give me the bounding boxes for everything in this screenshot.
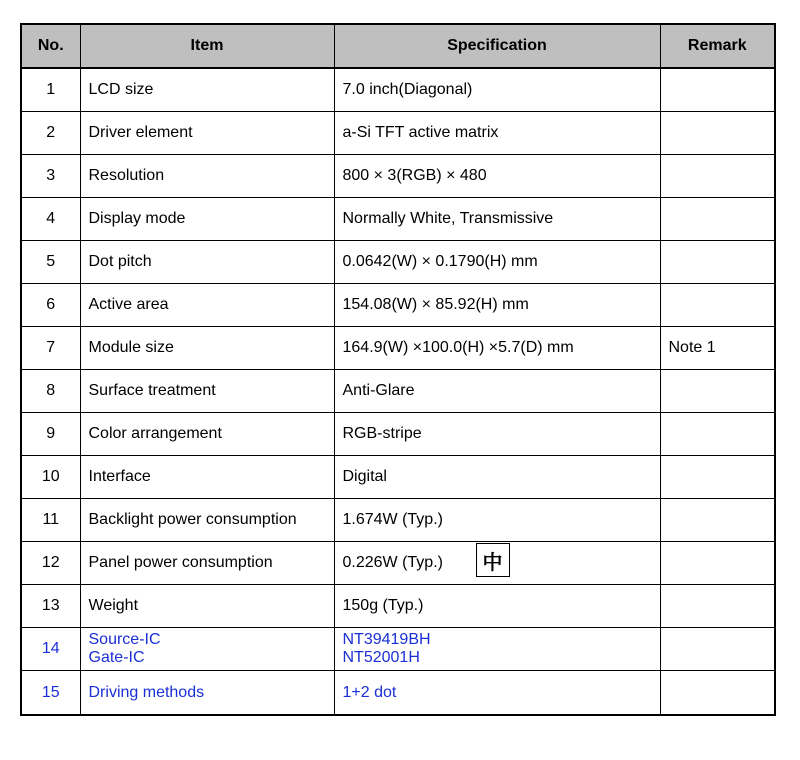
cell-no: 6 — [21, 284, 80, 327]
cell-spec: 1+2 dot — [334, 671, 660, 716]
table-row — [21, 585, 775, 628]
table-row — [21, 284, 775, 327]
cell-remark — [660, 155, 775, 198]
cell-remark — [660, 499, 775, 542]
cell-remark — [660, 542, 775, 585]
cell-item: Module size — [80, 327, 334, 370]
table-row — [21, 327, 775, 370]
cell-remark — [660, 370, 775, 413]
cell-spec: 164.9(W) ×100.0(H) ×5.7(D) mm — [334, 327, 660, 370]
table-row — [21, 499, 775, 542]
table-row — [21, 112, 775, 155]
cell-no: 12 — [21, 542, 80, 585]
cell-no: 7 — [21, 327, 80, 370]
cell-remark — [660, 198, 775, 241]
cell-no: 3 — [21, 155, 80, 198]
cell-no: 10 — [21, 456, 80, 499]
cell-spec — [334, 628, 660, 671]
cell-item — [80, 628, 334, 671]
cell-spec: Anti-Glare — [334, 370, 660, 413]
cell-item: Driving methods — [80, 671, 334, 716]
cell-item: Backlight power consumption — [80, 499, 334, 542]
cell-remark: Note 1 — [660, 327, 775, 370]
item-source-ic: Source-IC — [88, 631, 161, 648]
table-row — [21, 542, 775, 585]
cell-item: Panel power consumption — [80, 542, 334, 585]
cell-spec-text: 0.226W (Typ.) — [342, 554, 443, 571]
cell-remark — [660, 456, 775, 499]
cell-remark — [660, 112, 775, 155]
spec-gate-ic: NT52001H — [342, 649, 420, 666]
header-item: Item — [80, 24, 334, 68]
cell-spec: Digital — [334, 456, 660, 499]
cell-spec: 154.08(W) × 85.92(H) mm — [334, 284, 660, 327]
cell-remark — [660, 628, 775, 671]
cell-remark — [660, 413, 775, 456]
cell-item: Surface treatment — [80, 370, 334, 413]
cell-item: Driver element — [80, 112, 334, 155]
cell-no: 11 — [21, 499, 80, 542]
cell-item: LCD size — [80, 68, 334, 112]
cell-spec: 1.674W (Typ.) — [334, 499, 660, 542]
header-specification: Specification — [334, 24, 660, 68]
cell-remark — [660, 284, 775, 327]
cell-no: 8 — [21, 370, 80, 413]
table-row — [21, 413, 775, 456]
cell-item: Display mode — [80, 198, 334, 241]
cell-spec-with-indicator — [334, 542, 660, 585]
cell-spec: 0.0642(W) × 0.1790(H) mm — [334, 241, 660, 284]
cell-remark — [660, 241, 775, 284]
cell-no: 15 — [21, 671, 80, 716]
cell-item: Resolution — [80, 155, 334, 198]
header-row — [21, 24, 775, 68]
cell-item: Weight — [80, 585, 334, 628]
cell-no: 14 — [21, 628, 80, 671]
cell-no: 5 — [21, 241, 80, 284]
cell-spec: 7.0 inch(Diagonal) — [334, 68, 660, 112]
cell-remark — [660, 68, 775, 112]
table-row — [21, 241, 775, 284]
cell-item: Color arrangement — [80, 413, 334, 456]
item-gate-ic: Gate-IC — [88, 649, 145, 666]
cell-spec: Normally White, Transmissive — [334, 198, 660, 241]
spec-table — [20, 23, 776, 716]
cell-no: 4 — [21, 198, 80, 241]
table-row — [21, 370, 775, 413]
cell-spec: 150g (Typ.) — [334, 585, 660, 628]
table-row — [21, 155, 775, 198]
cell-spec: RGB-stripe — [334, 413, 660, 456]
table-row — [21, 68, 775, 112]
cell-item: Active area — [80, 284, 334, 327]
spec-source-ic: NT39419BH — [342, 631, 431, 648]
cell-no: 13 — [21, 585, 80, 628]
cell-item: Interface — [80, 456, 334, 499]
cell-remark — [660, 671, 775, 716]
table-row — [21, 456, 775, 499]
cell-no: 9 — [21, 413, 80, 456]
input-method-indicator[interactable]: 中 — [476, 543, 510, 577]
table-row — [21, 671, 775, 716]
table-row — [21, 628, 775, 671]
cell-item: Dot pitch — [80, 241, 334, 284]
cell-remark — [660, 585, 775, 628]
table-row — [21, 198, 775, 241]
cell-no: 2 — [21, 112, 80, 155]
cell-spec: a-Si TFT active matrix — [334, 112, 660, 155]
header-no: No. — [21, 24, 80, 68]
header-remark: Remark — [660, 24, 775, 68]
cell-spec: 800 × 3(RGB) × 480 — [334, 155, 660, 198]
cell-no: 1 — [21, 68, 80, 112]
